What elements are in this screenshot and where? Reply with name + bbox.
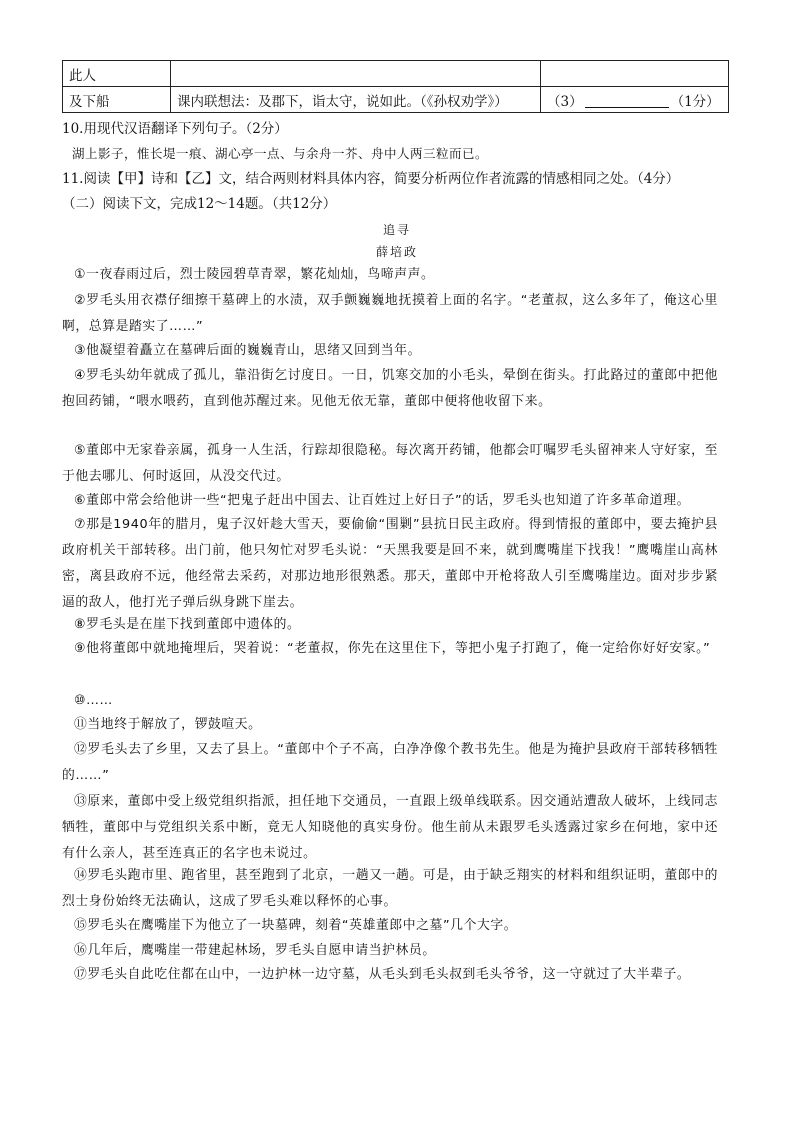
table-cell: 课内联想法：及郡下，诣太守，说如此。（《孙权劝学》） xyxy=(171,87,541,113)
paragraph-5: ⑤董郎中无家眷亲属，孤身一人生活，行踪却很隐秘。每次离开药铺，他都会叮嘱罗毛头留神来人守好家，至于他去哪儿、何时返回，从没交代过。 xyxy=(62,443,718,484)
paragraph-17: ⑰罗毛头自此吃住都在山中，一边护林一边守墓，从毛头到毛头叔到毛头爷爷，这一守就过了大半辈子。 xyxy=(74,967,691,982)
paragraph-1: ①一夜春雨过后，烈士陵园碧草青翠，繁花灿灿，鸟啼声声。 xyxy=(74,267,435,282)
table-cell-answer xyxy=(541,87,729,113)
score-label: （1分） xyxy=(670,93,720,110)
paragraph-11: ⑪当地终于解放了，锣鼓喧天。 xyxy=(74,717,262,732)
paragraph-13: ⑬原来，董郎中受上级党组织指派，担任地下交通员，一直跟上级单线联系。因交通站遭敌人破坏，上线同志牺牲，董郎中与党组织关系中断，竟无人知晓他的真实身份。他生前从未跟罗毛头透露过家乡在何地，家中还有什么亲人，甚至连真正的名字也未说过。 xyxy=(62,794,718,861)
question-10-quote: 湖上影子，惟长堤一痕、湖心亭一点、与余舟一芥、舟中人两三粒而已。 xyxy=(72,146,489,161)
paragraph-6: ⑥董郎中常会给他讲一些“把鬼子赶出中国去、让百姓过上好日子”的话，罗毛头也知道了许多革命道理。 xyxy=(74,493,690,508)
paragraph-10: ⑩…… xyxy=(74,693,113,708)
article-title: 追寻 xyxy=(382,223,411,237)
paragraph-7: ⑦那是1940年的腊月，鬼子汉奸趁大雪天，要偷偷“围剿”县抗日民主政府。得到情报的董郎中，要去掩护县政府机关干部转移。出门前，他只匆忙对罗毛头说：“天黑我要是回不来，就到鹰嘴崖下找我！”鹰嘴崖山高林密，离县政府不远，他经常去采药，对那边地形很熟悉。那天，董郎中开枪将敌人引至鹰嘴崖边。面对步步紧逼的敌人，他打光子弹后纵身跳下崖去。 xyxy=(62,517,718,610)
answer-table xyxy=(62,60,729,113)
paragraph-3: ③他凝望着矗立在墓碑后面的巍巍青山，思绪又回到当年。 xyxy=(74,343,421,358)
paragraph-14: ⑭罗毛头跑市里、跑省里，甚至跑到了北京，一趟又一趟。可是，由于缺乏翔实的材料和组织证明，董郎中的烈士身份始终无法确认，这成了罗毛头难以释怀的心事。 xyxy=(62,868,718,909)
article-author: 薛培政 xyxy=(375,245,418,259)
table-cell xyxy=(541,61,729,87)
table-cell: 此人 xyxy=(63,61,171,87)
paragraph-2: ②罗毛头用衣襟仔细擦干墓碑上的水渍，双手颤巍巍地抚摸着上面的名字。“老董叔，这么多年了，俺这心里啊，总算是踏实了……” xyxy=(62,293,718,334)
paragraph-8: ⑧罗毛头是在崖下找到董郎中遗体的。 xyxy=(74,617,301,632)
question-11: 11.阅读【甲】诗和【乙】文，结合两则材料具体内容，简要分析两位作者流露的情感相同之处。（4分） xyxy=(62,171,680,187)
table-row xyxy=(63,61,729,87)
paragraph-9: ⑨他将董郎中就地掩埋后，哭着说：“老董叔，你先在这里住下，等把小鬼子打跑了，俺一定给你好好安家。” xyxy=(74,641,711,656)
section-2-heading: （二）阅读下文，完成12～14题。（共12分） xyxy=(62,196,337,212)
table-cell: 及下船 xyxy=(63,87,171,113)
answer-blank[interactable] xyxy=(585,93,669,108)
table-cell xyxy=(171,61,541,87)
blank-label: （3） xyxy=(547,93,583,110)
paragraph-15: ⑮罗毛头在鹰嘴崖下为他立了一块墓碑，刻着“英雄董郎中之墓”几个大字。 xyxy=(74,918,518,933)
paragraph-12: ⑫罗毛头去了乡里，又去了县上。“董郎中个子不高，白净净像个教书先生。他是为掩护县政府干部转移牺牲的……” xyxy=(62,742,718,783)
paragraph-4: ④罗毛头幼年就成了孤儿，靠沿街乞讨度日。一日，饥寒交加的小毛头，晕倒在街头。打此路过的董郎中把他抱回药铺，“喂水喂药，直到他苏醒过来。见他无依无靠，董郎中便将他收留下来。 xyxy=(62,368,718,409)
table-row xyxy=(63,87,729,113)
paragraph-16: ⑯几年后，鹰嘴崖一带建起林场，罗毛头自愿申请当护林员。 xyxy=(74,943,436,958)
question-10: 10.用现代汉语翻译下列句子。（2分） xyxy=(62,121,288,137)
